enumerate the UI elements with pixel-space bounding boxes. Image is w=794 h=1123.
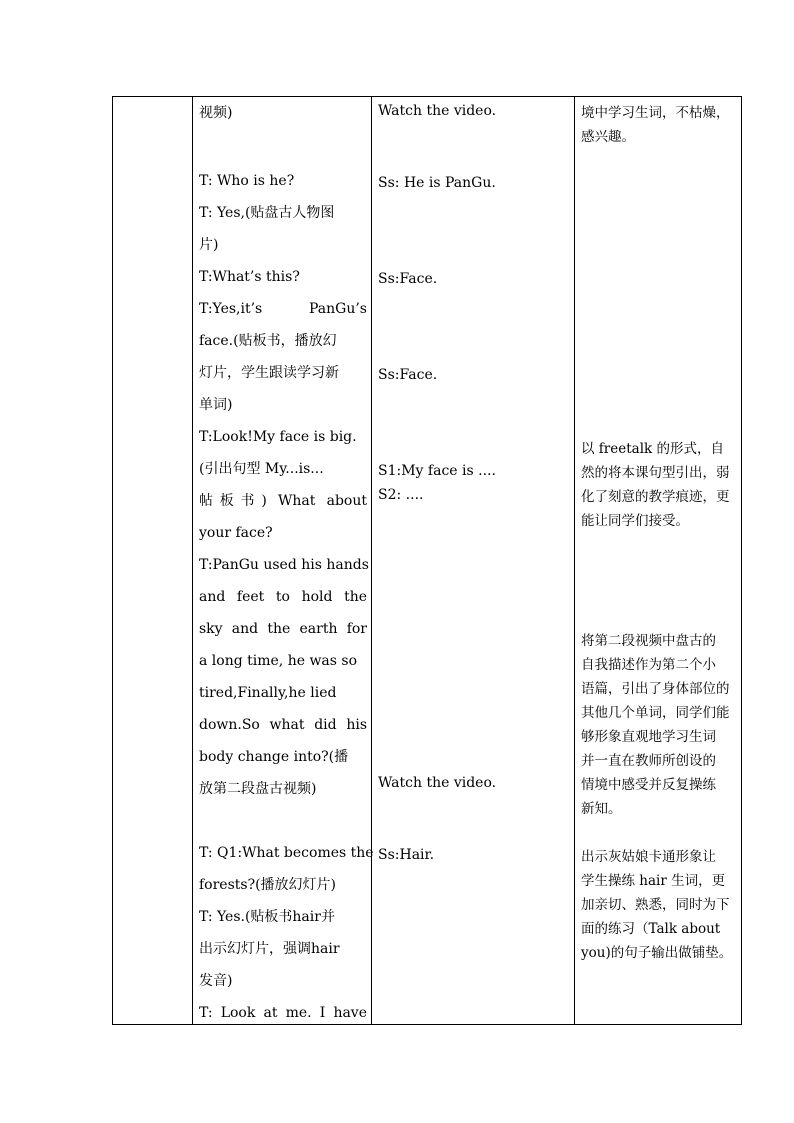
- student-line: S2: ....: [378, 487, 424, 503]
- teacher-line: face.(贴板书，播放幻: [199, 333, 337, 349]
- teacher-line: T:Yes,it’s PanGu’s: [199, 301, 367, 317]
- teacher-line: T: Look at me. I have: [199, 1005, 367, 1021]
- purpose-line: 够形象直观地学习生词: [581, 729, 716, 745]
- teacher-line: T: Q1:What becomes the: [199, 845, 374, 861]
- teacher-line: T:PanGu used his hands: [199, 557, 369, 573]
- teacher-line: tired,Finally,he lied: [199, 685, 337, 701]
- purpose-line: 学生操练 hair 生词，更: [581, 873, 726, 889]
- teacher-line: T: Who is he?: [199, 173, 295, 189]
- purpose-line: 以 freetalk 的形式，自: [581, 441, 724, 457]
- teacher-line: T:Look!My face is big.: [199, 429, 357, 445]
- student-line: Watch the video.: [378, 103, 497, 119]
- stage-column-cell: [113, 97, 193, 1025]
- teacher-line: and feet to hold the: [199, 589, 367, 605]
- teacher-line: down.So what did his: [199, 717, 367, 733]
- table-row: [113, 97, 742, 1025]
- teacher-line: body change into?(播: [199, 749, 349, 765]
- purpose-line: 出示灰姑娘卡通形象让: [581, 849, 716, 865]
- student-line: Ss:Hair.: [378, 847, 435, 863]
- purpose-line: 将第二段视频中盘古的: [581, 633, 716, 649]
- purpose-line: 加亲切、熟悉，同时为下: [581, 897, 730, 913]
- lesson-plan-table: [112, 96, 742, 1025]
- purpose-line: 能让同学们接受。: [581, 513, 689, 529]
- teacher-line: 发音): [199, 973, 233, 989]
- student-line: Ss: He is PanGu.: [378, 175, 496, 191]
- student-line: Ss:Face.: [378, 271, 438, 287]
- purpose-line: 面的练习（Talk about: [581, 921, 721, 937]
- teacher-line: 出示幻灯片，强调hair: [199, 941, 340, 957]
- student-line: Ss:Face.: [378, 367, 438, 383]
- teacher-line: 片): [199, 237, 219, 253]
- teacher-line: 帖板书) What about: [199, 493, 367, 509]
- teacher-line: sky and the earth for: [199, 621, 367, 637]
- teacher-line: T: Yes.(贴板书hair并: [199, 909, 335, 925]
- teacher-line: T:What’s this?: [199, 269, 300, 285]
- student-line: Watch the video.: [378, 775, 497, 791]
- student-activity-cell: [372, 97, 575, 1025]
- purpose-line: 情境中感受并反复操练: [581, 777, 716, 793]
- purpose-line: 感兴趣。: [581, 129, 635, 145]
- purpose-line: 语篇，引出了身体部位的: [581, 681, 730, 697]
- teacher-line: 视频): [199, 105, 233, 121]
- purpose-line: you)的句子输出做铺垫。: [581, 945, 733, 961]
- teacher-activity-cell: [193, 97, 372, 1025]
- teacher-line: 单词): [199, 397, 233, 413]
- purpose-line: 其他几个单词，同学们能: [581, 705, 730, 721]
- purpose-line: 并一直在教师所创设的: [581, 753, 716, 769]
- purpose-line: 新知。: [581, 801, 622, 817]
- teacher-line: 灯片，学生跟读学习新: [199, 365, 339, 381]
- purpose-line: 然的将本课句型引出，弱: [581, 465, 730, 481]
- teacher-line: (引出句型 My...is...: [199, 461, 324, 477]
- teacher-line: your face?: [199, 525, 273, 541]
- teacher-line: a long time, he was so: [199, 653, 358, 669]
- teacher-line: T: Yes,(贴盘古人物图: [199, 205, 335, 221]
- design-purpose-cell: [575, 97, 742, 1025]
- purpose-line: 境中学习生词，不枯燥，: [581, 105, 730, 121]
- purpose-line: 自我描述作为第二个小: [581, 657, 716, 673]
- teacher-line: 放第二段盘古视频): [199, 781, 317, 797]
- student-line: S1:My face is ....: [378, 463, 496, 479]
- teacher-line: forests?(播放幻灯片): [199, 877, 337, 893]
- purpose-line: 化了刻意的教学痕迹，更: [581, 489, 730, 505]
